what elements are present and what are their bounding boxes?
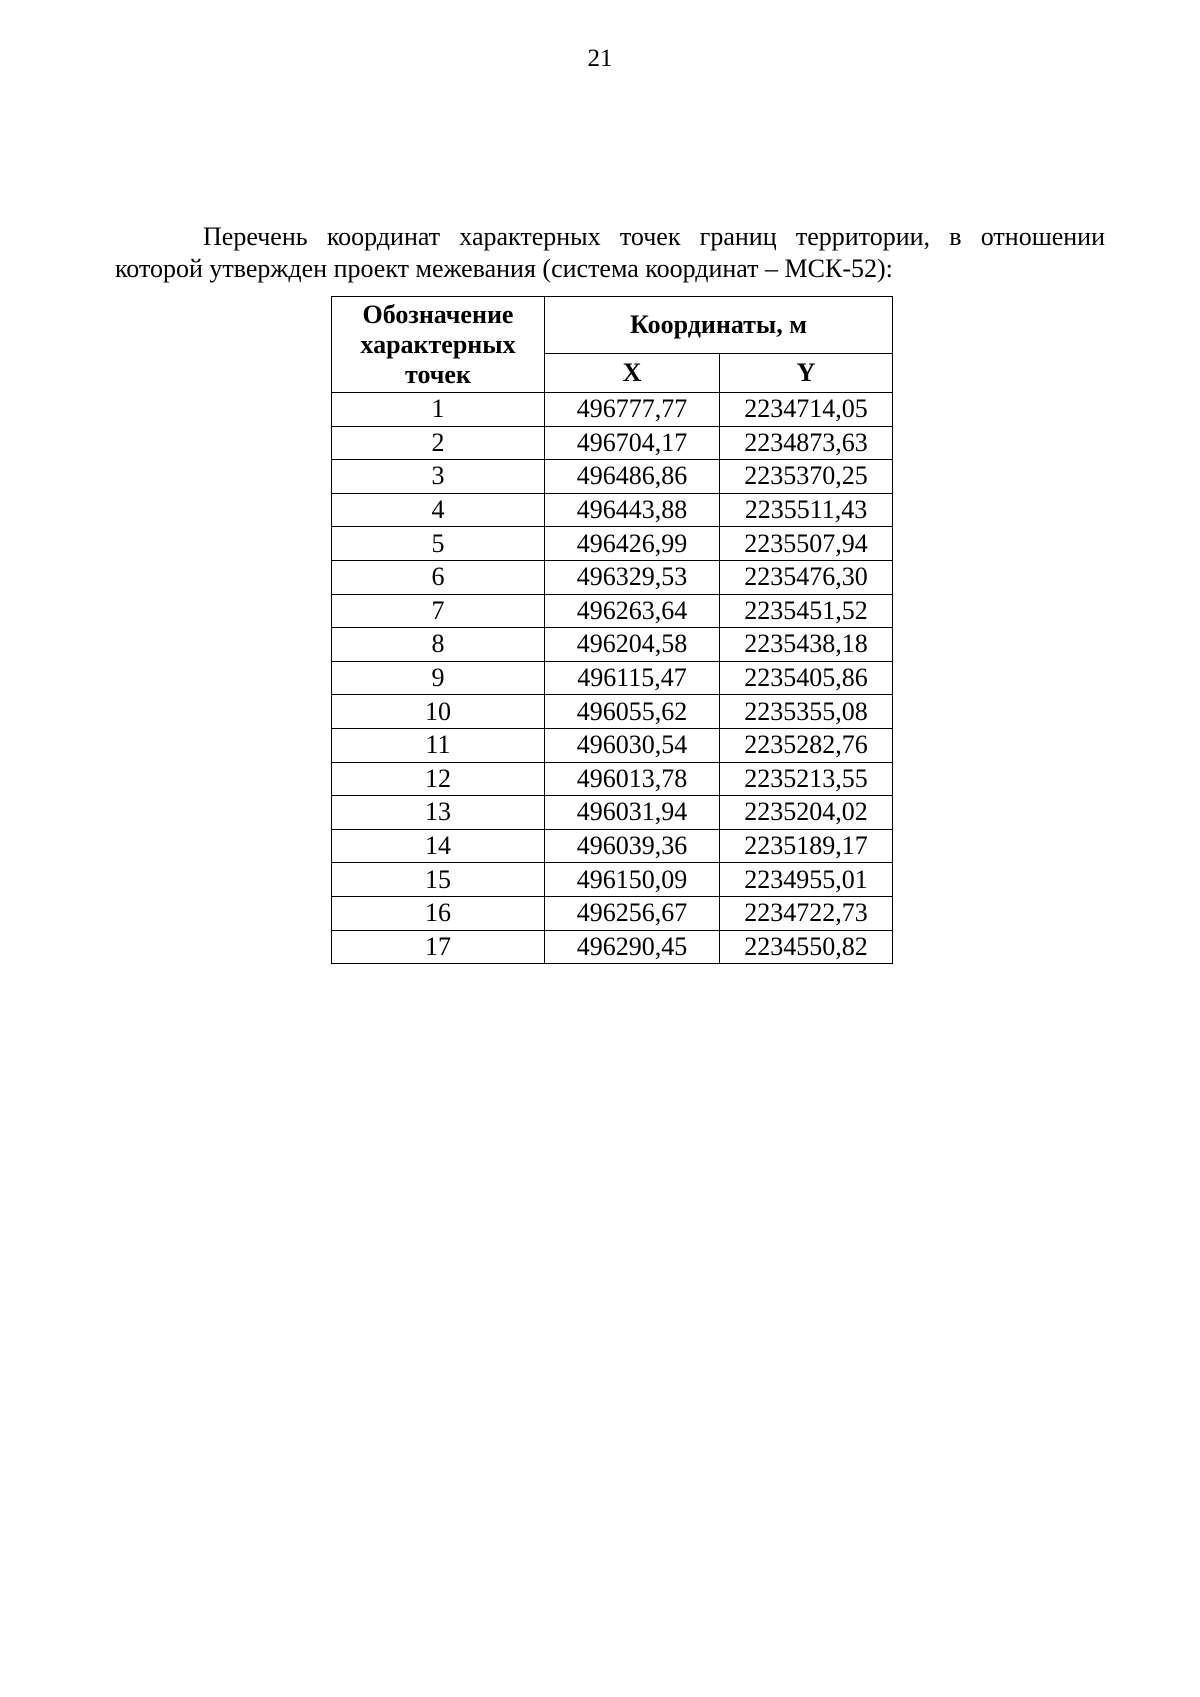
table-row: [332, 493, 893, 527]
cell-x: 496263,64: [545, 594, 720, 628]
cell-point: 8: [332, 628, 545, 662]
cell-y: 2234873,63: [720, 426, 893, 460]
cell-point: 1: [332, 393, 545, 427]
table-row: [332, 426, 893, 460]
cell-x: 496329,53: [545, 560, 720, 594]
cell-y: 2235213,55: [720, 762, 893, 796]
cell-point: 3: [332, 460, 545, 494]
cell-x: 496039,36: [545, 829, 720, 863]
page-number: 21: [587, 45, 613, 72]
table-row: [332, 796, 893, 830]
header-x: X: [545, 354, 720, 393]
table-row: [332, 560, 893, 594]
table-row: [332, 896, 893, 930]
cell-y: 2235507,94: [720, 527, 893, 561]
table-header-row: [332, 297, 893, 354]
cell-point: 4: [332, 493, 545, 527]
cell-x: 496256,67: [545, 896, 720, 930]
table-row: [332, 829, 893, 863]
cell-point: 2: [332, 426, 545, 460]
coordinates-table: [331, 296, 893, 964]
cell-y: 2235189,17: [720, 829, 893, 863]
table-row: [332, 460, 893, 494]
cell-point: 11: [332, 728, 545, 762]
cell-x: 496150,09: [545, 863, 720, 897]
cell-y: 2234722,73: [720, 896, 893, 930]
cell-x: 496777,77: [545, 393, 720, 427]
cell-y: 2234955,01: [720, 863, 893, 897]
cell-x: 496704,17: [545, 426, 720, 460]
cell-y: 2235355,08: [720, 695, 893, 729]
intro-paragraph: Перечень координат характерных точек границ территории, в отношении которой утвержден проект межевания (система координат – МСК-52):: [115, 222, 1105, 283]
cell-point: 10: [332, 695, 545, 729]
header-coordinates: Координаты, м: [545, 297, 893, 354]
cell-x: 496486,86: [545, 460, 720, 494]
table-row: [332, 762, 893, 796]
cell-x: 496013,78: [545, 762, 720, 796]
table-body: [332, 393, 893, 964]
cell-point: 6: [332, 560, 545, 594]
cell-y: 2235451,52: [720, 594, 893, 628]
cell-x: 496031,94: [545, 796, 720, 830]
cell-x: 496290,45: [545, 930, 720, 964]
table-row: [332, 661, 893, 695]
table-row: [332, 863, 893, 897]
cell-y: 2235370,25: [720, 460, 893, 494]
cell-y: 2235438,18: [720, 628, 893, 662]
table-row: [332, 594, 893, 628]
cell-x: 496426,99: [545, 527, 720, 561]
cell-x: 496204,58: [545, 628, 720, 662]
table-row: [332, 695, 893, 729]
cell-point: 15: [332, 863, 545, 897]
header-y: Y: [720, 354, 893, 393]
cell-point: 7: [332, 594, 545, 628]
cell-y: 2235405,86: [720, 661, 893, 695]
table-row: [332, 527, 893, 561]
table-row: [332, 393, 893, 427]
cell-y: 2235476,30: [720, 560, 893, 594]
cell-point: 16: [332, 896, 545, 930]
table-row: [332, 930, 893, 964]
cell-y: 2235511,43: [720, 493, 893, 527]
cell-y: 2235282,76: [720, 728, 893, 762]
table-row: [332, 728, 893, 762]
cell-y: 2234550,82: [720, 930, 893, 964]
cell-x: 496115,47: [545, 661, 720, 695]
header-point-designation: Обозначение характерных точек: [332, 297, 545, 393]
cell-point: 5: [332, 527, 545, 561]
cell-x: 496055,62: [545, 695, 720, 729]
cell-x: 496030,54: [545, 728, 720, 762]
cell-y: 2234714,05: [720, 393, 893, 427]
cell-point: 9: [332, 661, 545, 695]
cell-point: 14: [332, 829, 545, 863]
cell-y: 2235204,02: [720, 796, 893, 830]
cell-x: 496443,88: [545, 493, 720, 527]
cell-point: 17: [332, 930, 545, 964]
cell-point: 13: [332, 796, 545, 830]
cell-point: 12: [332, 762, 545, 796]
table-row: [332, 628, 893, 662]
